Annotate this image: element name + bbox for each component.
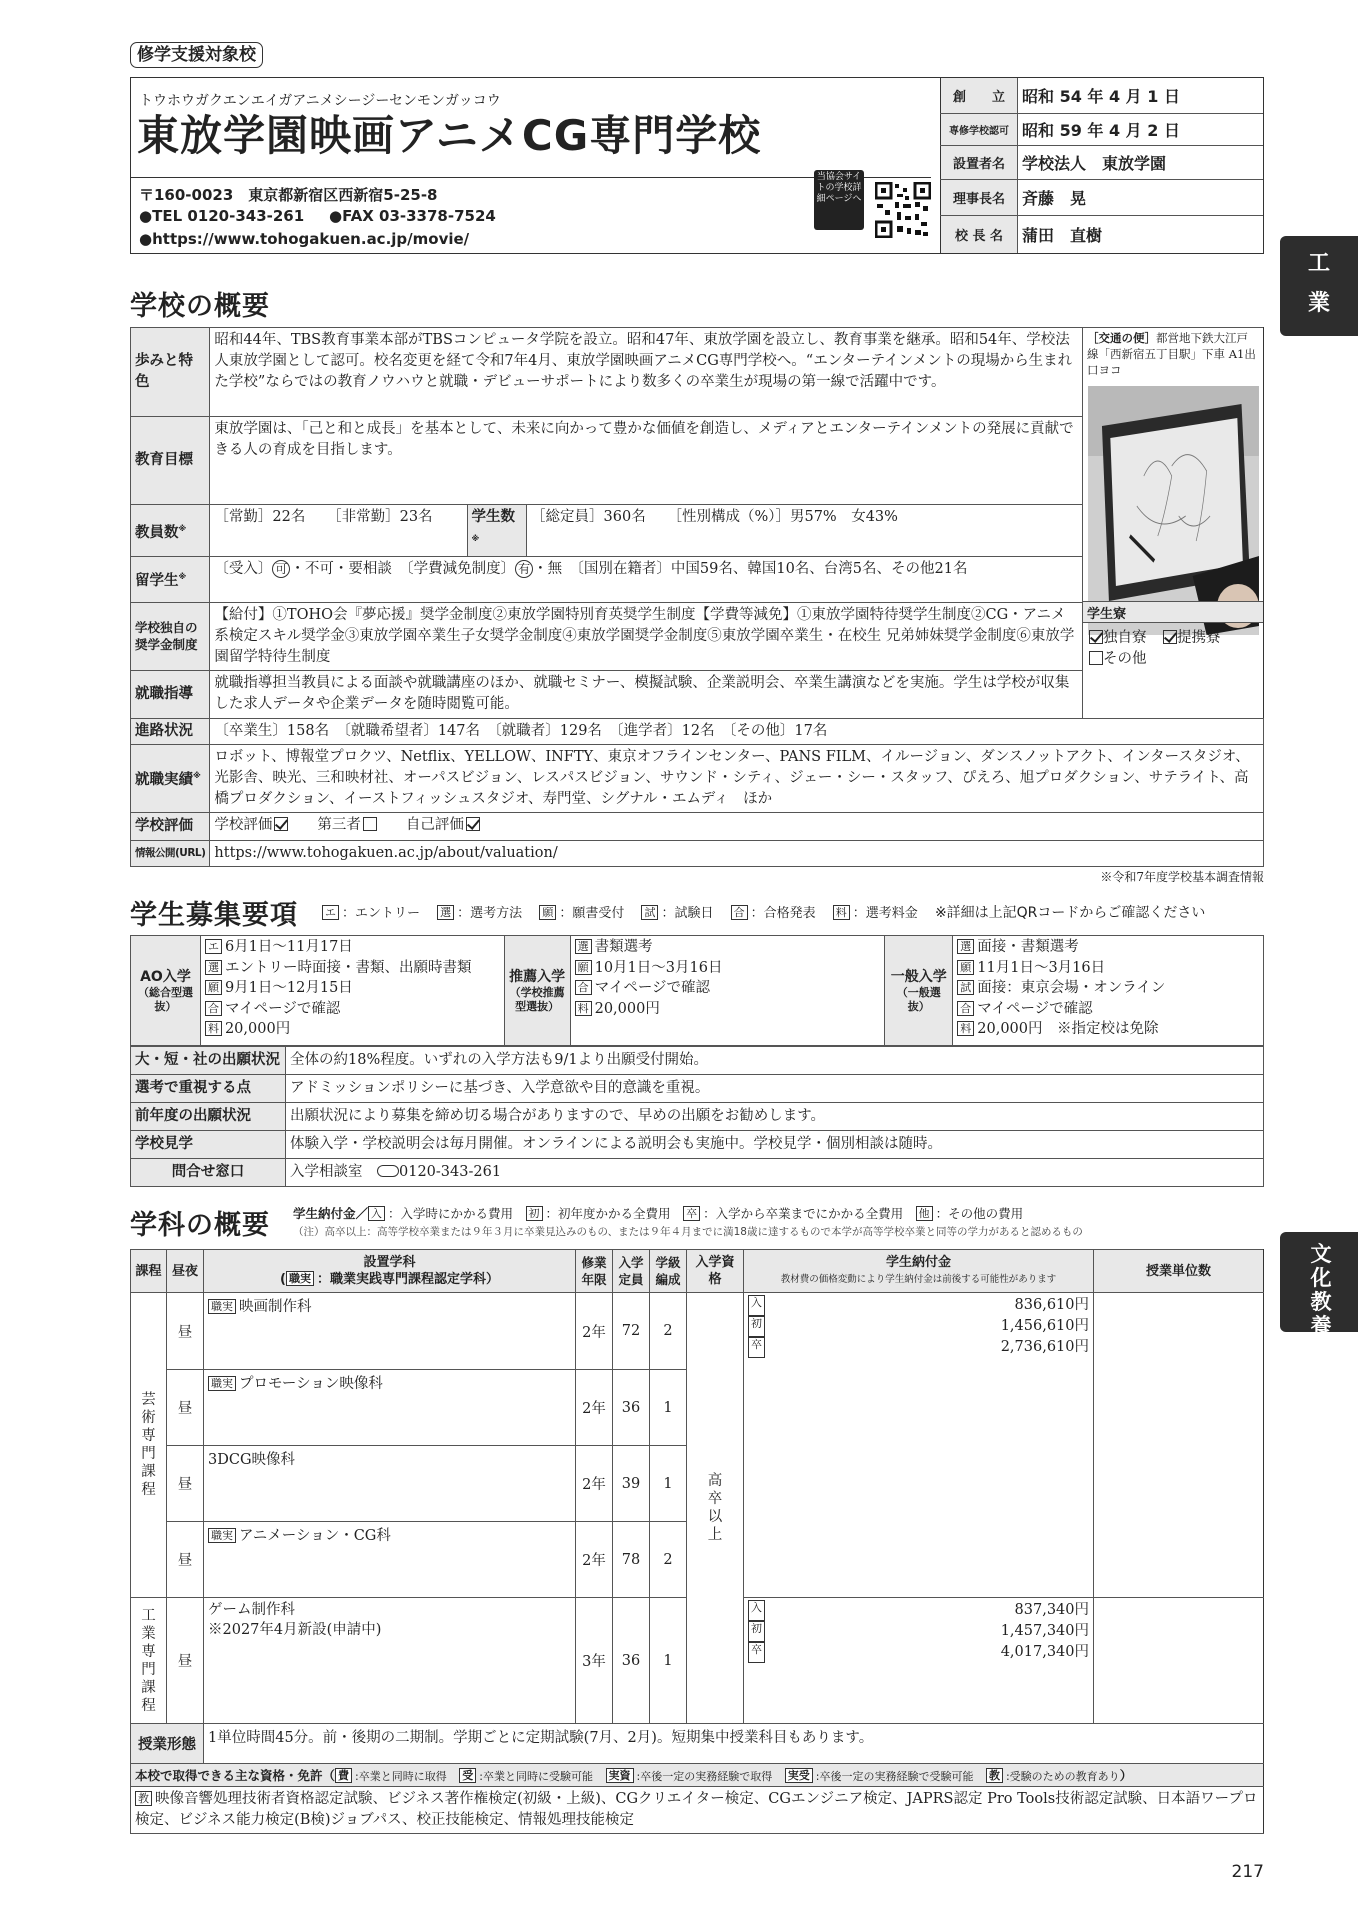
dorm-own-checkbox [1089, 630, 1103, 644]
school-name: 東放学園映画アニメCG専門学校 [137, 111, 762, 160]
dept-name: ゲーム制作科 [208, 1602, 295, 1618]
scholarship-text: 【給付】①TOHO会『夢応援』奨学金制度②東放学園特別育英奨学生制度【学費等減免】①東放学園特待奨学生制度②CG・アニメ系検定スキル奨学金③東放学園卒業生子女奨学金制度④東放学園奨学金制度⑤東放学園卒業生・在校生 兄弟姉妹奨学金制度⑥東放学園留学特待生制度 [210, 602, 1083, 670]
access-panel: ［交通の便］都営地下鉄大江戸線「西新宿五丁目駅」下車 A1出口ヨコ 学生寮 独自寮 提携寮 その他 [1083, 328, 1264, 719]
info-table: 創 立 昭和 54 年 4 月 1 日 専修学校認可 昭和 59 年 4 月 2 日 設置者名 学校法人 東放学園 理事長名 斉藤 晃 校 長 名 蒲田 直樹 [940, 78, 1263, 253]
school-kana: トウホウガクエンエイガアニメシージーセンモンガッコウ [139, 93, 501, 109]
jobs-text: ロボット、博報堂プロクツ、Netflix、YELLOW、INFTY、東京オフラインセンター、PANS FILM、イルージョン、ダンスノットアクト、インタースタジオ、光影舎、映光、三和映材社、オーパスビジョン、レスパスビジョン、サウンド・シティ、ジェー・シー・スタッフ、ぴえろ、旭プロダクション、サテライト、高橋プロダクション、イーストフィッシュスタジオ、寿門堂、シグナル・エムディ ほか [210, 744, 1264, 812]
school-tel: ●TEL 0120-343-261 [139, 207, 305, 225]
recruit-table: AO入学 （総合型選抜） エ 6月1日～11月17日 選 エントリー時面接・書類、出願時書類 願 9月1日～12月15日 合 マイページで確認 料 20,000円 推薦入学 （学校推薦型選抜） 選 書類選考 願 10月1日～3月16日 合 マイページで確認 料 20,000円 一般入学 （一般選抜） 選 面接・書類選考 願 11月1日～3月16日 試 面接：東京会場・オンライン 合 マイページで確認 料 20,000円 ※指定校は免除 [130, 935, 1264, 1046]
overview-heading: 学校の概要 [130, 291, 270, 322]
recruit-extra: 大・短・社の出願状況 全体の約18%程度。いずれの入学方法も9/1より出願受付開始。 選考で重視する点 アドミッションポリシーに基づき、入学意欲や目的意識を重視。 前年度の出願状況 出願状況により募集を締め切る場合がありますので、早めの出願をお勧めします。 学校見学 体験入学・学校説明会は毎月開催。オンラインによる説明会も実施中。学校見学・個別相談は随時。 問合せ窓口 入学相談室 0120-343-261 [130, 1046, 1264, 1187]
tab-bunka[interactable]: 文化教養 [1280, 1232, 1358, 1332]
recruit-heading: 学生募集要項 [130, 900, 298, 931]
dept-name: アニメーション・CG科 [239, 1528, 391, 1544]
overview-table: 歩みと特色 昭和44年、TBS教育事業本部がTBSコンピュータ学院を設立。昭和47年、東放学園を設立し、教育事業を継承。昭和54年、学校法人東放学園として認可。校名変更を経て令和7年4月、東放学園映画アニメCG専門学校へ。“エンターテインメントの現場から生まれた学校”ならではの教育ノウハウと就職・デビューサポートにより数多くの卒業生が現場の第一線で活躍中です。 ［交通の便］都営地下鉄大江戸線「西新宿五丁目駅」下車 A1出口ヨコ 学生寮 独自寮 提携寮 その他 教育目標 東放学園は、「己と和と成長」を基本として、未来に向かって豊かな価値を創造し、メディアとエンターテインメントの発展に貢献できる人の育成を目指します。 教員数※ ［常勤］22名 ［非常勤］23名 学生数※ ［総定員］360名 ［性別構成（%）］男57% 女43% 留学生※ 〔受入〕 可 ・不可・要相談 〔学費減免制度〕 有 ・無 〔国別在籍者〕中国59名、韓国10名、台湾5名、その他21名 学校独自の奨学金制度 【給付】①TOHO会『夢応援』奨学金制度②東放学園特別育英奨学生制度【学費等減免】①東放学園特待奨学生制度②CG・アニメ系検定スキル奨学金③東放学園卒業生子女奨学金制度④東放学園奨学金制度⑤東放学園卒業生・在校生 兄弟姉妹奨学金制度⑥東放学園留学特待生制度 就職指導 就職指導担当教員による面談や就職講座のほか、就職セミナー、模擬試験、企業説明会、卒業生講演などを実施。学生は学校が収集した求人データや企業データを随時閲覧可能。 進路状況 〔卒業生〕158名 〔就職希望者〕147名 〔就職者〕129名 〔進学者〕12名 〔その他〕17名 就職実績※ ロボット、博報堂プロクツ、Netflix、YELLOW、INFTY、東京オフラインセンター、PANS FILM、イルージョン、ダンスノットアクト、インタースタジオ、光影舎、映光、三和映材社、オーパスビジョン、レスパスビジョン、サウンド・シティ、ジェー・シー・スタッフ、ぴえろ、旭プロダクション、サテライト、高橋プロダクション、イーストフィッシュスタジオ、寿門堂、シグナル・エムディ ほか 学校評価 学校評価 第三者 自己評価 情報公開(URL) https://www.tohogakuen.ac.jp/about/valuation/ [130, 327, 1264, 867]
dorm-other-checkbox [1089, 651, 1103, 665]
school-url[interactable]: ●https://www.tohogakuen.ac.jp/movie/ [139, 230, 470, 248]
career-text: 就職指導担当教員による面談や就職講座のほか、就職セミナー、模擬試験、企業説明会、卒業生講演などを実施。学生は学校が収集した求人データや企業データを随時閲覧可能。 [210, 670, 1083, 718]
overview-footnote: ※令和7年度学校基本調査情報 [1100, 870, 1264, 884]
gakka-table: 課程 昼夜 設置学科 ( 職実 ：職業実践専門課程認定学科） 修業年限 入学定員 学級編成 入学資格 学生納付金 教材費の価格変動により学生納付金は前後する可能性があります 授業単位数 芸術専門課程 昼 職実 映画制作科 2年 72 2 高卒以上 入 836,610円 初 1,456,610円 卒 2,736,610円 昼 職実 プロモーション映像科 2年 36 1 昼 3DCG映像科 2年 39 1 昼 職実 アニメーション・CG科 2年 78 2 工業専門課程 昼 ゲーム制作科 ※2027年4月新設(申請中) 3年 36 1 入 837,340円 初 1,457,340円 卒 4,017,340円 授業形態 1単位時間45分。前・後期の二期制。学期ごとに定期試験(7月、2月)。短期集中授業科目もあります。 本校で取得できる主な資格・免許（ 費 :卒業と同時に取得 受 :卒業と同時に受験可能 実資 :卒後一定の実務経験で取得 実受 :卒後一定の実務経験で受験可能 教 :受験のための教育あり） 教 映像音響処理技術者資格認定試験、ビジネス著作権検定(初級・上級)、CGクリエイター検定、CGエンジニア検定、JAPRS認定 Pro Tools技術認定試験、日本語ワープロ検定、ビジネス能力検定(B検)ジョブパス、校正技能検定、情報処理技能検定 [130, 1249, 1264, 1834]
dept-name: プロモーション映像科 [239, 1376, 383, 1392]
gakka-note: （注）高卒以上：高等学校卒業または９年３月に卒業見込みのもの、または９年４月までに満18歳に達するもので本学が高等学校卒業と同等の学力があると認めるもの [293, 1226, 1083, 1238]
contact-tel[interactable]: 0120-343-261 [399, 1164, 502, 1181]
history-text: 昭和44年、TBS教育事業本部がTBSコンピュータ学院を設立。昭和47年、東放学園を設立し、教育事業を継承。昭和54年、学校法人東放学園として認可。校名変更を経て令和7年4月、東放学園映画アニメCG専門学校へ。“エンターテインメントの現場から生まれた学校”ならではの教育ノウハウと就職・デビューサポートにより数多くの卒業生が現場の第一線で活躍中です。 [210, 328, 1083, 417]
school-header [130, 77, 1264, 254]
tab-kogyo[interactable]: 工 業 [1280, 236, 1358, 336]
dept-name: 映画制作科 [239, 1299, 312, 1315]
school-fax: ●FAX 03-3378-7524 [329, 207, 496, 225]
school-postal: 〒160-0023 東京都新宿区西新宿5-25-8 [139, 186, 438, 204]
page-number: 217 [1231, 1862, 1264, 1882]
dept-name: 3DCG映像科 [208, 1452, 296, 1468]
dorm-label: 学生寮 [1083, 601, 1263, 623]
eval-third-checkbox [363, 817, 377, 831]
gakka-legend: 学生納付金／ 入 ：入学時にかかる費用 初 ：初年度かかる全費用 卒 ：入学から卒業までにかかる全費用 他 ：その他の費用 [293, 1206, 1024, 1221]
certifications-text: 映像音響処理技術者資格認定試験、ビジネス著作権検定(初級・上級)、CGクリエイター検定、CGエンジニア検定、JAPRS認定 Pro Tools技術認定試験、日本語ワープロ検定、ビジネス能力検定(B検)ジョブパス、校正技能検定、情報処理技能検定 [135, 1791, 1258, 1828]
freedial-icon [377, 1165, 399, 1177]
goal-text: 東放学園は、「己と和と成長」を基本として、未来に向かって豊かな価値を創造し、メディアとエンターテインメントの発展に貢献できる人の育成を目指します。 [210, 417, 1083, 505]
recruit-legend: エ ：エントリー 選 ：選考方法 願 ：願書受付 試 ：試験日 合 ：合格発表 料 ：選考料金 ※詳細は上記QRコードからご確認ください [322, 902, 1205, 922]
eval-self-checkbox [466, 817, 480, 831]
gakka-heading: 学科の概要 [130, 1210, 270, 1241]
eval-school-checkbox [274, 817, 288, 831]
valuation-url[interactable]: https://www.tohogakuen.ac.jp/about/valuation/ [210, 840, 1264, 866]
support-badge: 修学支援対象校 [130, 42, 263, 68]
qr-code[interactable] [875, 182, 931, 238]
dorm-partner-checkbox [1163, 630, 1177, 644]
qr-label[interactable]: 当協会サイトの学校詳細ページへ [814, 170, 864, 230]
classroom-photo [1088, 386, 1259, 635]
